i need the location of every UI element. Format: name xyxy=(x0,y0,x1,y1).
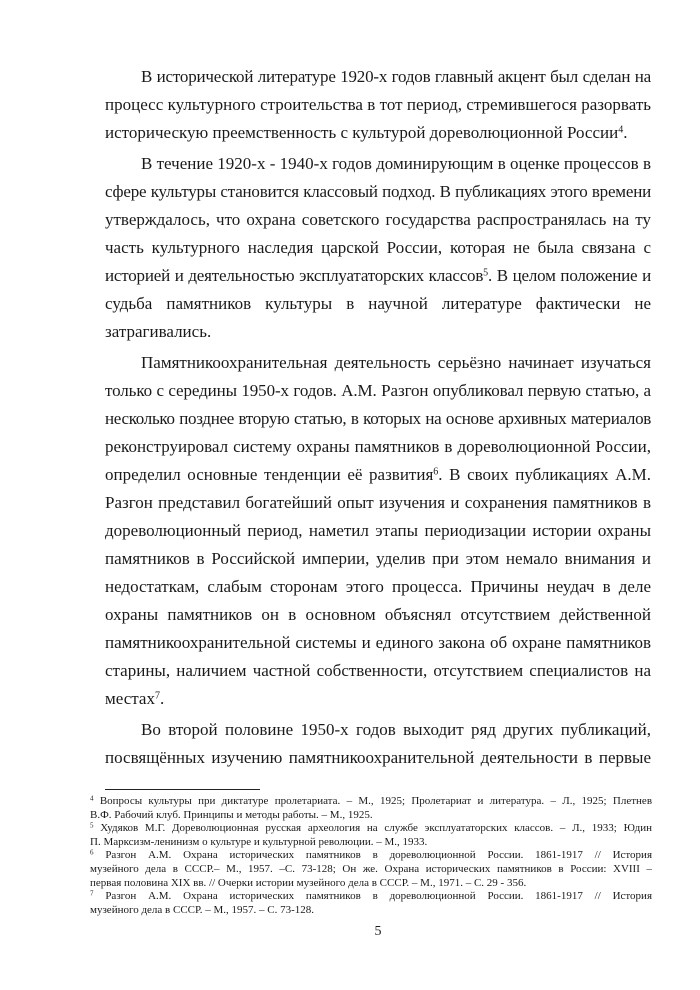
line-text: несколько позднее вторую статью, в которых на основе архивных материалов xyxy=(105,409,651,428)
text-line xyxy=(105,91,651,119)
line-text: охраны памятников он в основном объяснял отсутствием действенной xyxy=(105,605,651,624)
footnote-text: П. Марксизм-ленинизм о культуре и культурной революции. – М., 1933. xyxy=(90,835,428,848)
paragraph xyxy=(105,63,651,147)
text-line xyxy=(105,377,651,405)
line-text: В течение 1920-х - 1940-х годов доминирующим в оценке процессов в xyxy=(141,154,651,173)
text-line xyxy=(105,461,651,489)
line-text-tail: . В целом положение и xyxy=(487,266,651,285)
text-line xyxy=(105,318,651,346)
text-line xyxy=(105,744,651,772)
footnote-separator xyxy=(105,789,260,790)
line-text-tail: . В своих публикациях А.М. xyxy=(438,465,651,484)
paragraph xyxy=(105,150,651,346)
text-line xyxy=(105,234,651,262)
footnote xyxy=(90,822,652,849)
line-text: старины, наличием частной собственности, отсутствием специалистов на xyxy=(105,661,651,680)
text-line xyxy=(105,262,651,290)
line-text: недостаткам, слабым сторонам этого процесса. Причины неудач в деле xyxy=(105,577,651,596)
line-text: В исторической литературе 1920-х годов главный акцент был сделан на xyxy=(141,67,651,86)
line-text: сфере культуры становится классовый подход. В публикациях этого времени xyxy=(105,182,651,201)
text-line xyxy=(105,206,651,234)
line-text: дореволюционный период, наметил этапы периодизации истории охраны xyxy=(105,521,651,540)
paragraph xyxy=(105,716,651,772)
text-line xyxy=(105,178,651,206)
footnote-number: 5 xyxy=(90,821,94,830)
text-line xyxy=(105,349,651,377)
line-text: Разгон представил богатейший опыт изучения и сохранения памятников в xyxy=(105,493,651,512)
footnote-line xyxy=(90,904,652,918)
text-line xyxy=(105,657,651,685)
footnote-number: 6 xyxy=(90,848,94,857)
body-text xyxy=(105,63,651,772)
text-line xyxy=(105,517,651,545)
footnote-text: музейного дела в СССР. – М., 1957. – С. 73-128. xyxy=(90,903,315,916)
footnote-reference[interactable]: 5 xyxy=(483,267,488,279)
text-line xyxy=(105,685,651,713)
footnote-text: музейного дела в СССР.– М., 1957. –С. 73-128; Он же. Охрана исторических памятников в России: XVIII – xyxy=(90,862,652,875)
footnote-text: В.Ф. Рабочий клуб. Принципы и методы работы. – М., 1925. xyxy=(90,808,373,821)
footnote-line xyxy=(90,849,652,863)
footnote-line xyxy=(90,836,652,850)
footnote xyxy=(90,849,652,890)
paragraph xyxy=(105,349,651,713)
text-line xyxy=(105,545,651,573)
line-text: реконструировал систему охраны памятников в дореволюционной России, xyxy=(105,437,651,456)
line-text: процесс культурного строительства в тот период, стремившегося разорвать xyxy=(105,95,651,114)
line-text: историей и деятельностью эксплуататорских классов xyxy=(105,266,484,285)
footnote-line xyxy=(90,809,652,823)
text-line xyxy=(105,63,651,91)
text-line xyxy=(105,150,651,178)
text-line xyxy=(105,290,651,318)
footnote xyxy=(90,795,652,822)
line-text: памятников в Российской империи, уделив при этом немало внимания и xyxy=(105,549,651,568)
footnote-text: Худяков М.Г. Дореволюционная русская археология на службе эксплуататорских классов. – Л., 1933; Юдин xyxy=(100,822,653,835)
page-number: 5 xyxy=(374,924,382,940)
footnote-reference[interactable]: 6 xyxy=(433,466,439,478)
line-text: определил основные тенденции её развития xyxy=(105,465,434,484)
footnote xyxy=(90,890,652,917)
line-text-tail: . xyxy=(159,689,165,708)
footnote-reference[interactable]: 4 xyxy=(618,124,624,136)
line-text: памятникоохранительной системы и единого закона об охране памятников xyxy=(105,633,651,652)
footnote-line xyxy=(90,795,652,809)
line-text: только с середины 1950-х годов. А.М. Разгон опубликовал первую статью, а xyxy=(105,381,651,400)
footnote-number: 7 xyxy=(90,889,94,898)
line-text: Памятникоохранительная деятельность серьёзно начинает изучаться xyxy=(141,353,651,372)
text-line xyxy=(105,433,651,461)
line-text: историческую преемственность с культурой дореволюционной России xyxy=(105,123,619,142)
footnote-number: 4 xyxy=(90,794,94,803)
footnotes xyxy=(90,795,652,917)
footnote-text: первая половина XIX вв. // Очерки истории музейного дела в СССР. – М., 1971. – С. 29 - 356. xyxy=(90,876,527,889)
text-line xyxy=(105,489,651,517)
text-line xyxy=(105,405,651,433)
line-text: часть культурного наследия царской России, которая не была связана с xyxy=(105,238,651,257)
text-line xyxy=(105,716,651,744)
footnote-line xyxy=(90,863,652,877)
line-text: затрагивались. xyxy=(105,322,212,341)
line-text-tail: . xyxy=(623,123,628,142)
footnote-text: Разгон А.М. Охрана исторических памятников в дореволюционной России. 1861-1917 // История xyxy=(105,890,652,903)
footnote-reference[interactable]: 7 xyxy=(154,690,160,702)
footnote-text: Вопросы культуры при диктатуре пролетариата. – М., 1925; Пролетариат и литература. – Л., 1925; Плетнев xyxy=(99,795,653,807)
footnote-line xyxy=(90,890,652,904)
footnote-text: Разгон А.М. Охрана исторических памятников в дореволюционной России. 1861-1917 // История xyxy=(105,849,652,862)
line-text: Во второй половине 1950-х годов выходит ряд других публикаций, xyxy=(141,720,651,739)
line-text: судьба памятников культуры в научной литературе фактически не xyxy=(105,294,651,313)
line-text: посвящённых изучению памятникоохранительной деятельности в первые xyxy=(105,748,651,767)
footnote-line xyxy=(90,822,652,836)
footnote-line xyxy=(90,877,652,891)
text-line xyxy=(105,601,651,629)
text-line xyxy=(105,119,651,147)
line-text: местах xyxy=(105,689,155,708)
line-text: утверждалось, что охрана советского государства распространялась на ту xyxy=(105,210,651,229)
text-line xyxy=(105,573,651,601)
text-line xyxy=(105,629,651,657)
